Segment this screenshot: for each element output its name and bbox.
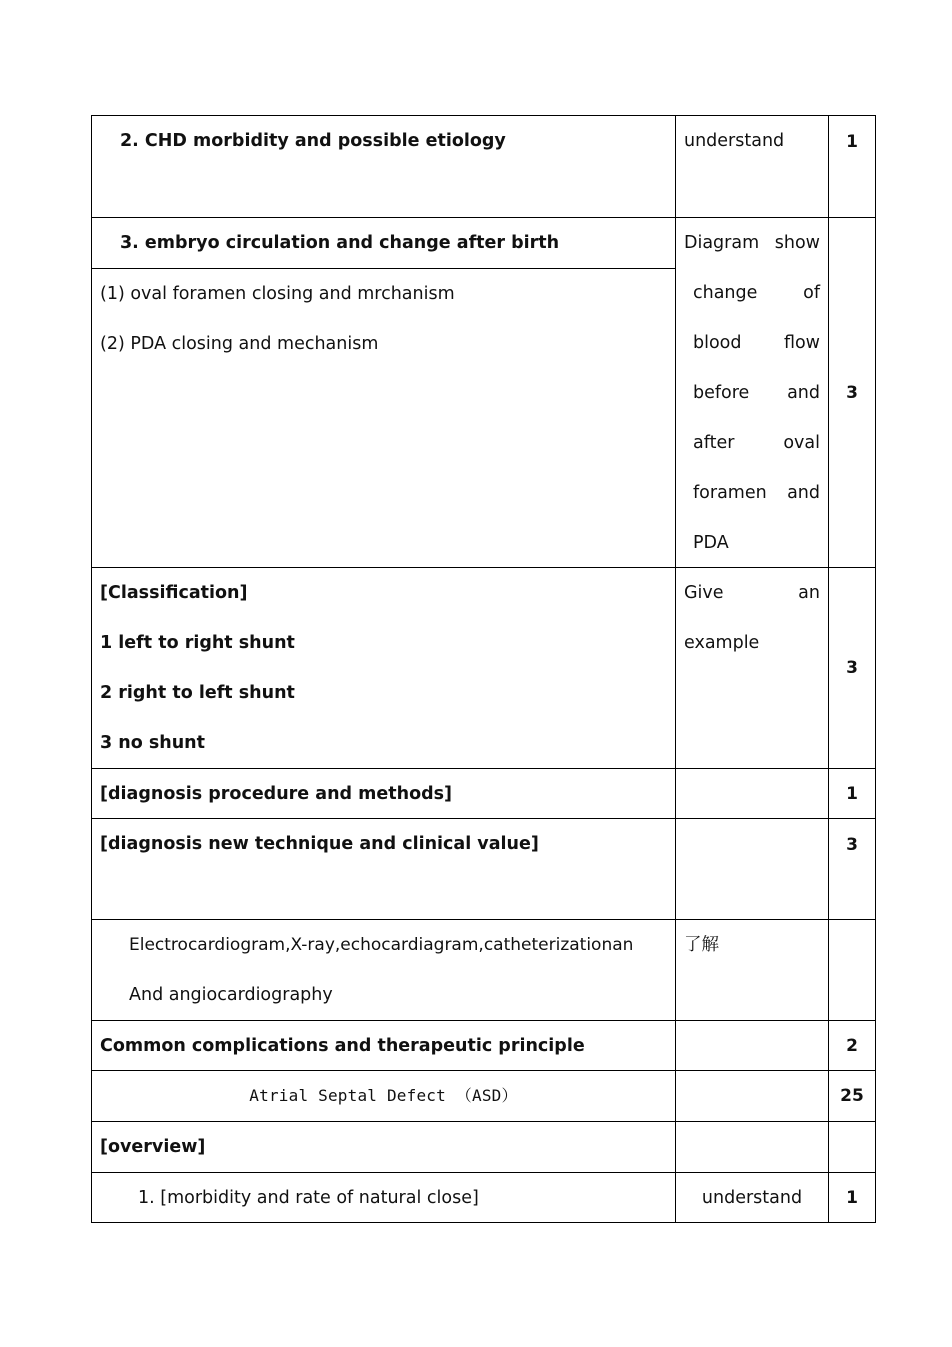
requirement-line: Diagram show [684, 233, 820, 253]
requirement-line: change of [693, 283, 820, 303]
hours-cell: 3 [846, 382, 858, 403]
requirement-line: before and [693, 383, 820, 403]
requirement-line: blood flow [693, 333, 820, 353]
hours-cell [829, 920, 875, 1020]
requirement-cell [676, 1021, 829, 1070]
table-row [92, 1172, 875, 1222]
table-row [92, 818, 875, 919]
requirement-cell [676, 819, 829, 919]
topic-cell [92, 568, 676, 768]
topic-text: [Classification] [100, 583, 248, 603]
hours-cell: 25 [840, 1086, 864, 1106]
syllabus-table [91, 115, 876, 1223]
requirement-line: after oval [693, 433, 820, 453]
topic-text: [diagnosis new technique and clinical value] [100, 834, 539, 854]
hours-cell: 2 [846, 1035, 858, 1056]
hours-cell: 1 [846, 783, 858, 804]
topic-text: (2) PDA closing and mechanism [100, 334, 379, 354]
table-row [92, 919, 875, 1020]
table-row [92, 217, 875, 567]
topic-cell [92, 1173, 676, 1222]
requirement-cell [676, 116, 829, 217]
topic-cell [92, 1122, 676, 1172]
table-row [92, 567, 875, 768]
topic-cell [92, 1071, 676, 1121]
requirement-cell [676, 1071, 829, 1121]
table-row [92, 1070, 875, 1121]
table-row [92, 116, 875, 217]
topic-cell [92, 218, 676, 567]
topic-text: 1 left to right shunt [100, 633, 295, 653]
requirement-cell [676, 920, 829, 1020]
requirement-text: understand [684, 131, 785, 151]
requirement-line: Give an [684, 583, 820, 603]
table-row [92, 768, 875, 818]
topic-text: 2 right to left shunt [100, 683, 295, 703]
topic-text: 3 no shunt [100, 733, 205, 753]
requirement-cell [676, 769, 829, 818]
topic-cell [92, 769, 676, 818]
hours-cell [829, 1122, 875, 1172]
requirement-line: PDA [693, 533, 729, 553]
topic-text: [diagnosis procedure and methods] [100, 784, 453, 804]
requirement-cell [676, 1173, 829, 1222]
hours-cell: 3 [846, 658, 858, 678]
topic-text: 1. [morbidity and rate of natural close] [138, 1188, 479, 1208]
section-title: Atrial Septal Defect （ASD） [249, 1086, 518, 1105]
topic-text: Electrocardiogram,X-ray,echocardiagram,catheterizationan [129, 935, 634, 955]
hours-cell: 3 [846, 835, 858, 855]
table-row [92, 1121, 875, 1172]
hours-cell: 1 [846, 132, 858, 152]
hours-cell: 1 [846, 1187, 858, 1208]
requirement-cell [676, 218, 829, 567]
topic-text: And angiocardiography [129, 985, 333, 1005]
requirement-cell [676, 1122, 829, 1172]
topic-cell [92, 1021, 676, 1070]
requirement-text: 了解 [684, 935, 719, 955]
table-row [92, 1020, 875, 1070]
requirement-line: foramen and [693, 483, 820, 503]
topic-text: (1) oval foramen closing and mrchanism [100, 284, 455, 304]
topic-header: 3. embryo circulation and change after birth [120, 233, 560, 253]
topic-cell [92, 920, 676, 1020]
requirement-text: understand [701, 1188, 803, 1208]
topic-text: 2. CHD morbidity and possible etiology [120, 131, 506, 151]
requirement-line: example [684, 633, 760, 653]
topic-cell [92, 116, 676, 217]
topic-text: Common complications and therapeutic principle [100, 1036, 585, 1056]
topic-text: [overview] [100, 1137, 206, 1157]
topic-cell [92, 819, 676, 919]
requirement-cell [676, 568, 829, 768]
